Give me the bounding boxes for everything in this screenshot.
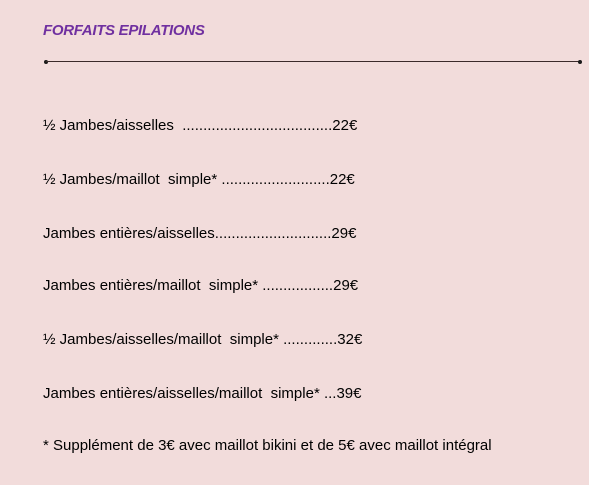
price-item: ½ Jambes/aisselles ....................................22€ [43, 117, 358, 134]
price-item: ½ Jambes/aisselles/maillot simple* .............32€ [43, 331, 363, 348]
page-title: FORFAITS EPILATIONS [43, 22, 205, 39]
price-item: Jambes entières/aisselles............................29€ [43, 225, 357, 242]
divider-line [46, 61, 581, 62]
divider-right-dot [578, 60, 582, 64]
footnote: * Supplément de 3€ avec maillot bikini et de 5€ avec maillot intégral [43, 437, 492, 454]
price-item: ½ Jambes/maillot simple* ..........................22€ [43, 171, 355, 188]
price-item: Jambes entières/maillot simple* .................29€ [43, 277, 359, 294]
price-item: Jambes entières/aisselles/maillot simple* ...39€ [43, 385, 362, 402]
